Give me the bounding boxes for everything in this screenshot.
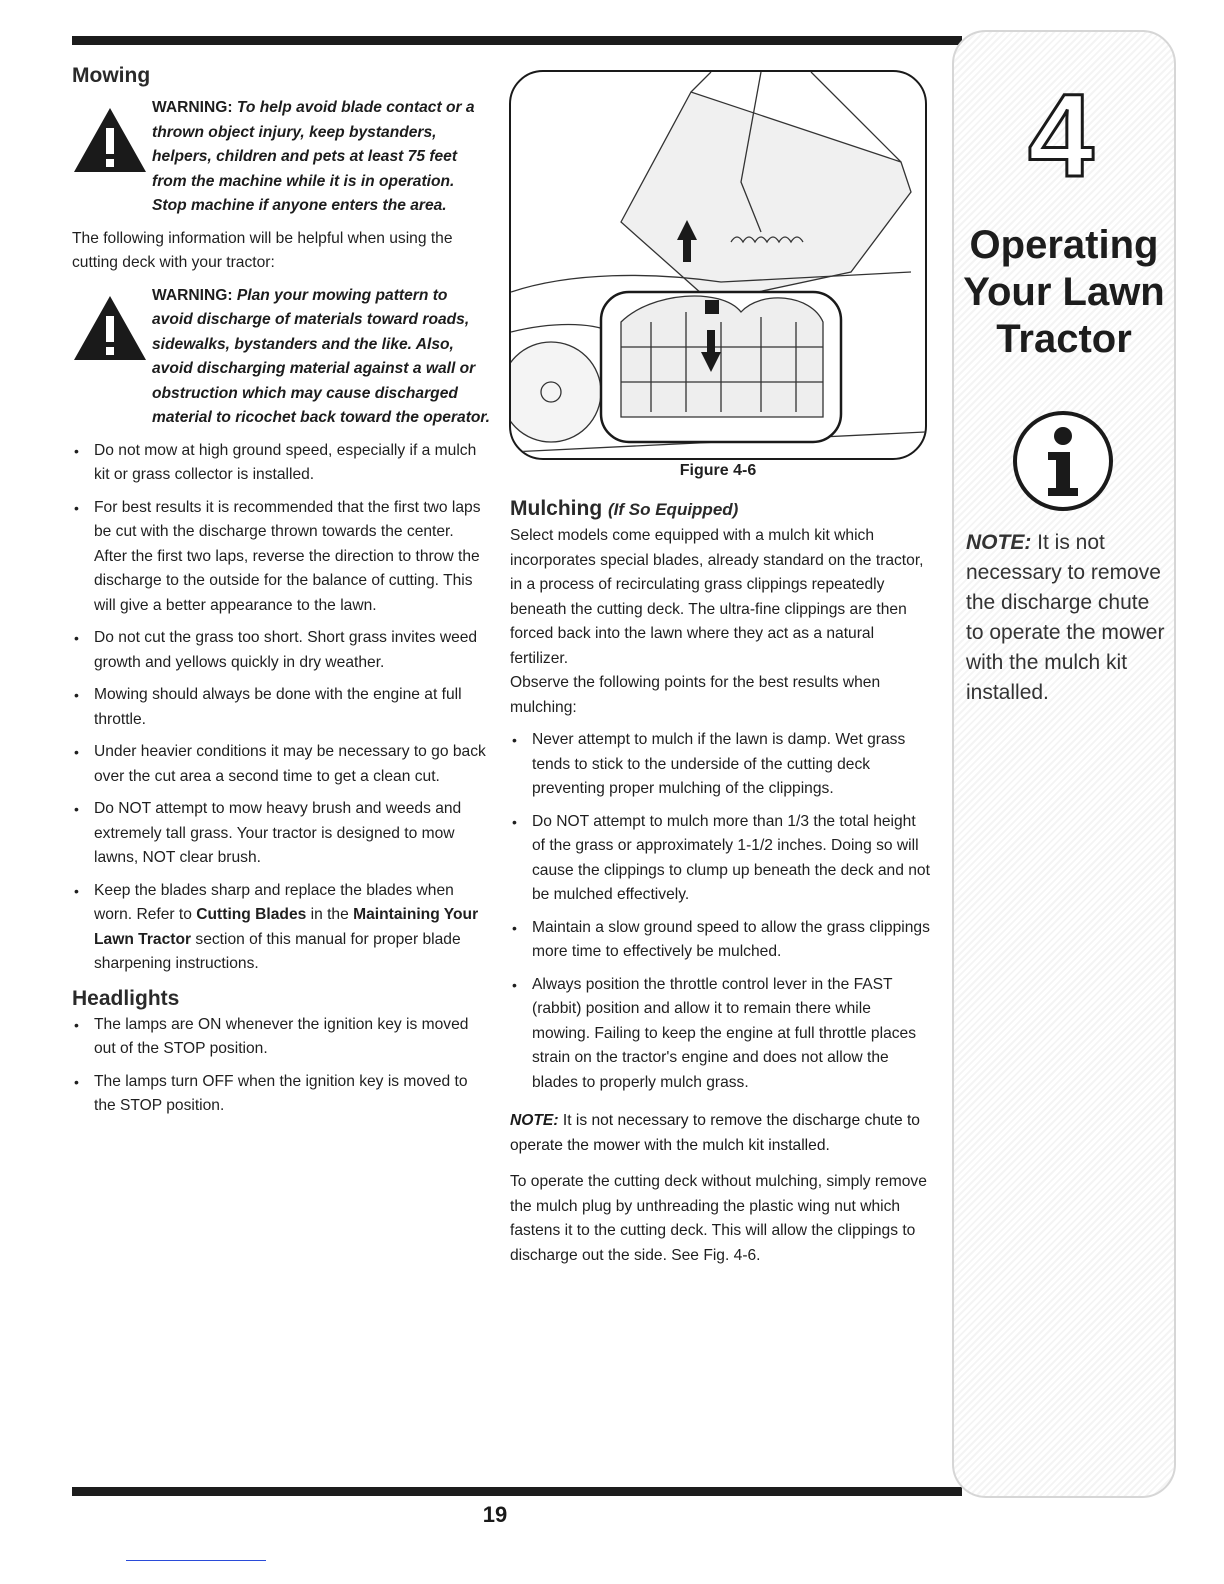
warning-mowing-pattern (72, 284, 490, 431)
list-item: • Never attempt to mulch if the lawn is damp. Wet grass tends to stick to the underside of the cutting deck preventing proper mulching of the clippings. (510, 728, 930, 802)
info-icon (1010, 408, 1116, 514)
mulching-bullets (510, 728, 930, 1095)
list-item: • The lamps are ON whenever the ignition key is moved out of the STOP position. (72, 1013, 490, 1062)
list-item: • Under heavier conditions it may be necessary to go back over the cut area a second time to get a clean cut. (72, 740, 490, 789)
warning2-label: WARNING: (152, 286, 233, 304)
mulching-closing: To operate the cutting deck without mulching, simply remove the mulch plug by unthreading the plastic wing nut which fastens it to the cutting deck. This will allow the clippings to discharge out the side. See Fig. 4-6. (510, 1173, 927, 1264)
mulch-plug-illustration (511, 72, 925, 458)
headlights-bullets (72, 1013, 490, 1119)
mowing-heading: Mowing (72, 64, 151, 87)
list-item: • Always position the throttle control lever in the FAST (rabbit) position and allow it to remain there while mowing. Failing to keep the engine at full throttle places strain on the tractor's engine and does not allow the blades to properly mulch grass. (510, 973, 930, 1096)
figure-mulch-plug (509, 70, 927, 460)
mowing-bullets (72, 439, 490, 977)
chapter-title: Operating Your Lawn Tractor (963, 223, 1165, 361)
top-rule (72, 36, 950, 45)
mowing-intro: The following information will be helpful when using the cutting deck with your tractor: (72, 229, 453, 271)
figure-caption: Figure 4-6 (679, 462, 757, 479)
right-column (510, 495, 930, 1276)
list-item: • Mowing should always be done with the engine at full throttle. (72, 683, 490, 732)
warning-triangle-icon (72, 106, 148, 174)
warning-blade-contact (72, 96, 490, 219)
list-item: • Keep the blades sharp and replace the blades when worn. Refer to Cutting Blades in the Maintaining Your Lawn Tractor section of this manual for proper blade sharpening instructions. (72, 879, 490, 977)
warning-triangle-icon (72, 294, 148, 362)
list-item: • Do not mow at high ground speed, especially if a mulch kit or grass collector is installed. (72, 439, 490, 488)
left-column (72, 62, 490, 1127)
list-item: • For best results it is recommended that the first two laps be cut with the discharge thrown towards the center. After the first two laps, reverse the direction to throw the discharge to the outside for the balance of cutting. This will give a better appearance to the lawn. (72, 496, 490, 619)
mulching-observe: Observe the following points for the best results when mulching: (510, 674, 881, 716)
bottom-rule (72, 1487, 950, 1496)
headlights-heading: Headlights (72, 986, 180, 1010)
list-item: • Do not cut the grass too short. Short grass invites weed growth and yellows quickly in dry weather. (72, 626, 490, 675)
page-number: 19 (482, 1502, 508, 1527)
warning2-text: Plan your mowing pattern to avoid discharge of materials toward roads, sidewalks, bystanders and the like. Also, avoid discharging material against a wall or obstruction which may cause discharged material to ricochet back toward the operator. (152, 286, 490, 426)
warning1-text: To help avoid blade contact or a thrown object injury, keep bystanders, helpers, children and pets at least 75 feet from the machine while it is in operation. Stop machine if anyone enters the area. (152, 99, 475, 214)
svg-text:4: 4 (1028, 80, 1094, 184)
mulching-subheading: (If So Equipped) (608, 500, 739, 519)
footer-link-line (126, 1560, 266, 1561)
mulching-note: NOTE: It is not necessary to remove the discharge chute to operate the mower with the mulch kit installed. (510, 1112, 920, 1154)
ref-maintaining-section: Maintaining Your Lawn Tractor (94, 906, 479, 948)
chapter-number (1020, 80, 1102, 184)
list-item: • Do NOT attempt to mulch more than 1/3 the total height of the grass or approximately 1-1/2 inches. Doing so will cause the clippings to clump up beneath the deck and not be mulched effectively. (510, 810, 930, 908)
mulching-intro: Select models come equipped with a mulch kit which incorporates special blades, already standard on the tractor, in a process of recirculating grass clippings repeatedly beneath the cutting deck. The ultra-fine clippings are then forced back into the lawn where they act as a natural fertilizer. (510, 527, 924, 667)
list-item: • Do NOT attempt to mow heavy brush and weeds and extremely tall grass. Your tractor is designed to mow lawns, NOT clear brush. (72, 797, 490, 871)
ref-cutting-blades: Cutting Blades (196, 906, 307, 923)
mulching-heading: Mulching (If So Equipped) (510, 497, 739, 520)
sidebar-note: NOTE: It is not necessary to remove the discharge chute to operate the mower with the mulch kit installed. (966, 531, 1165, 704)
list-item: • Maintain a slow ground speed to allow the grass clippings more time to effectively be mulched. (510, 916, 930, 965)
warning1-label: WARNING: (152, 99, 233, 116)
list-item: • The lamps turn OFF when the ignition key is moved to the STOP position. (72, 1070, 490, 1119)
